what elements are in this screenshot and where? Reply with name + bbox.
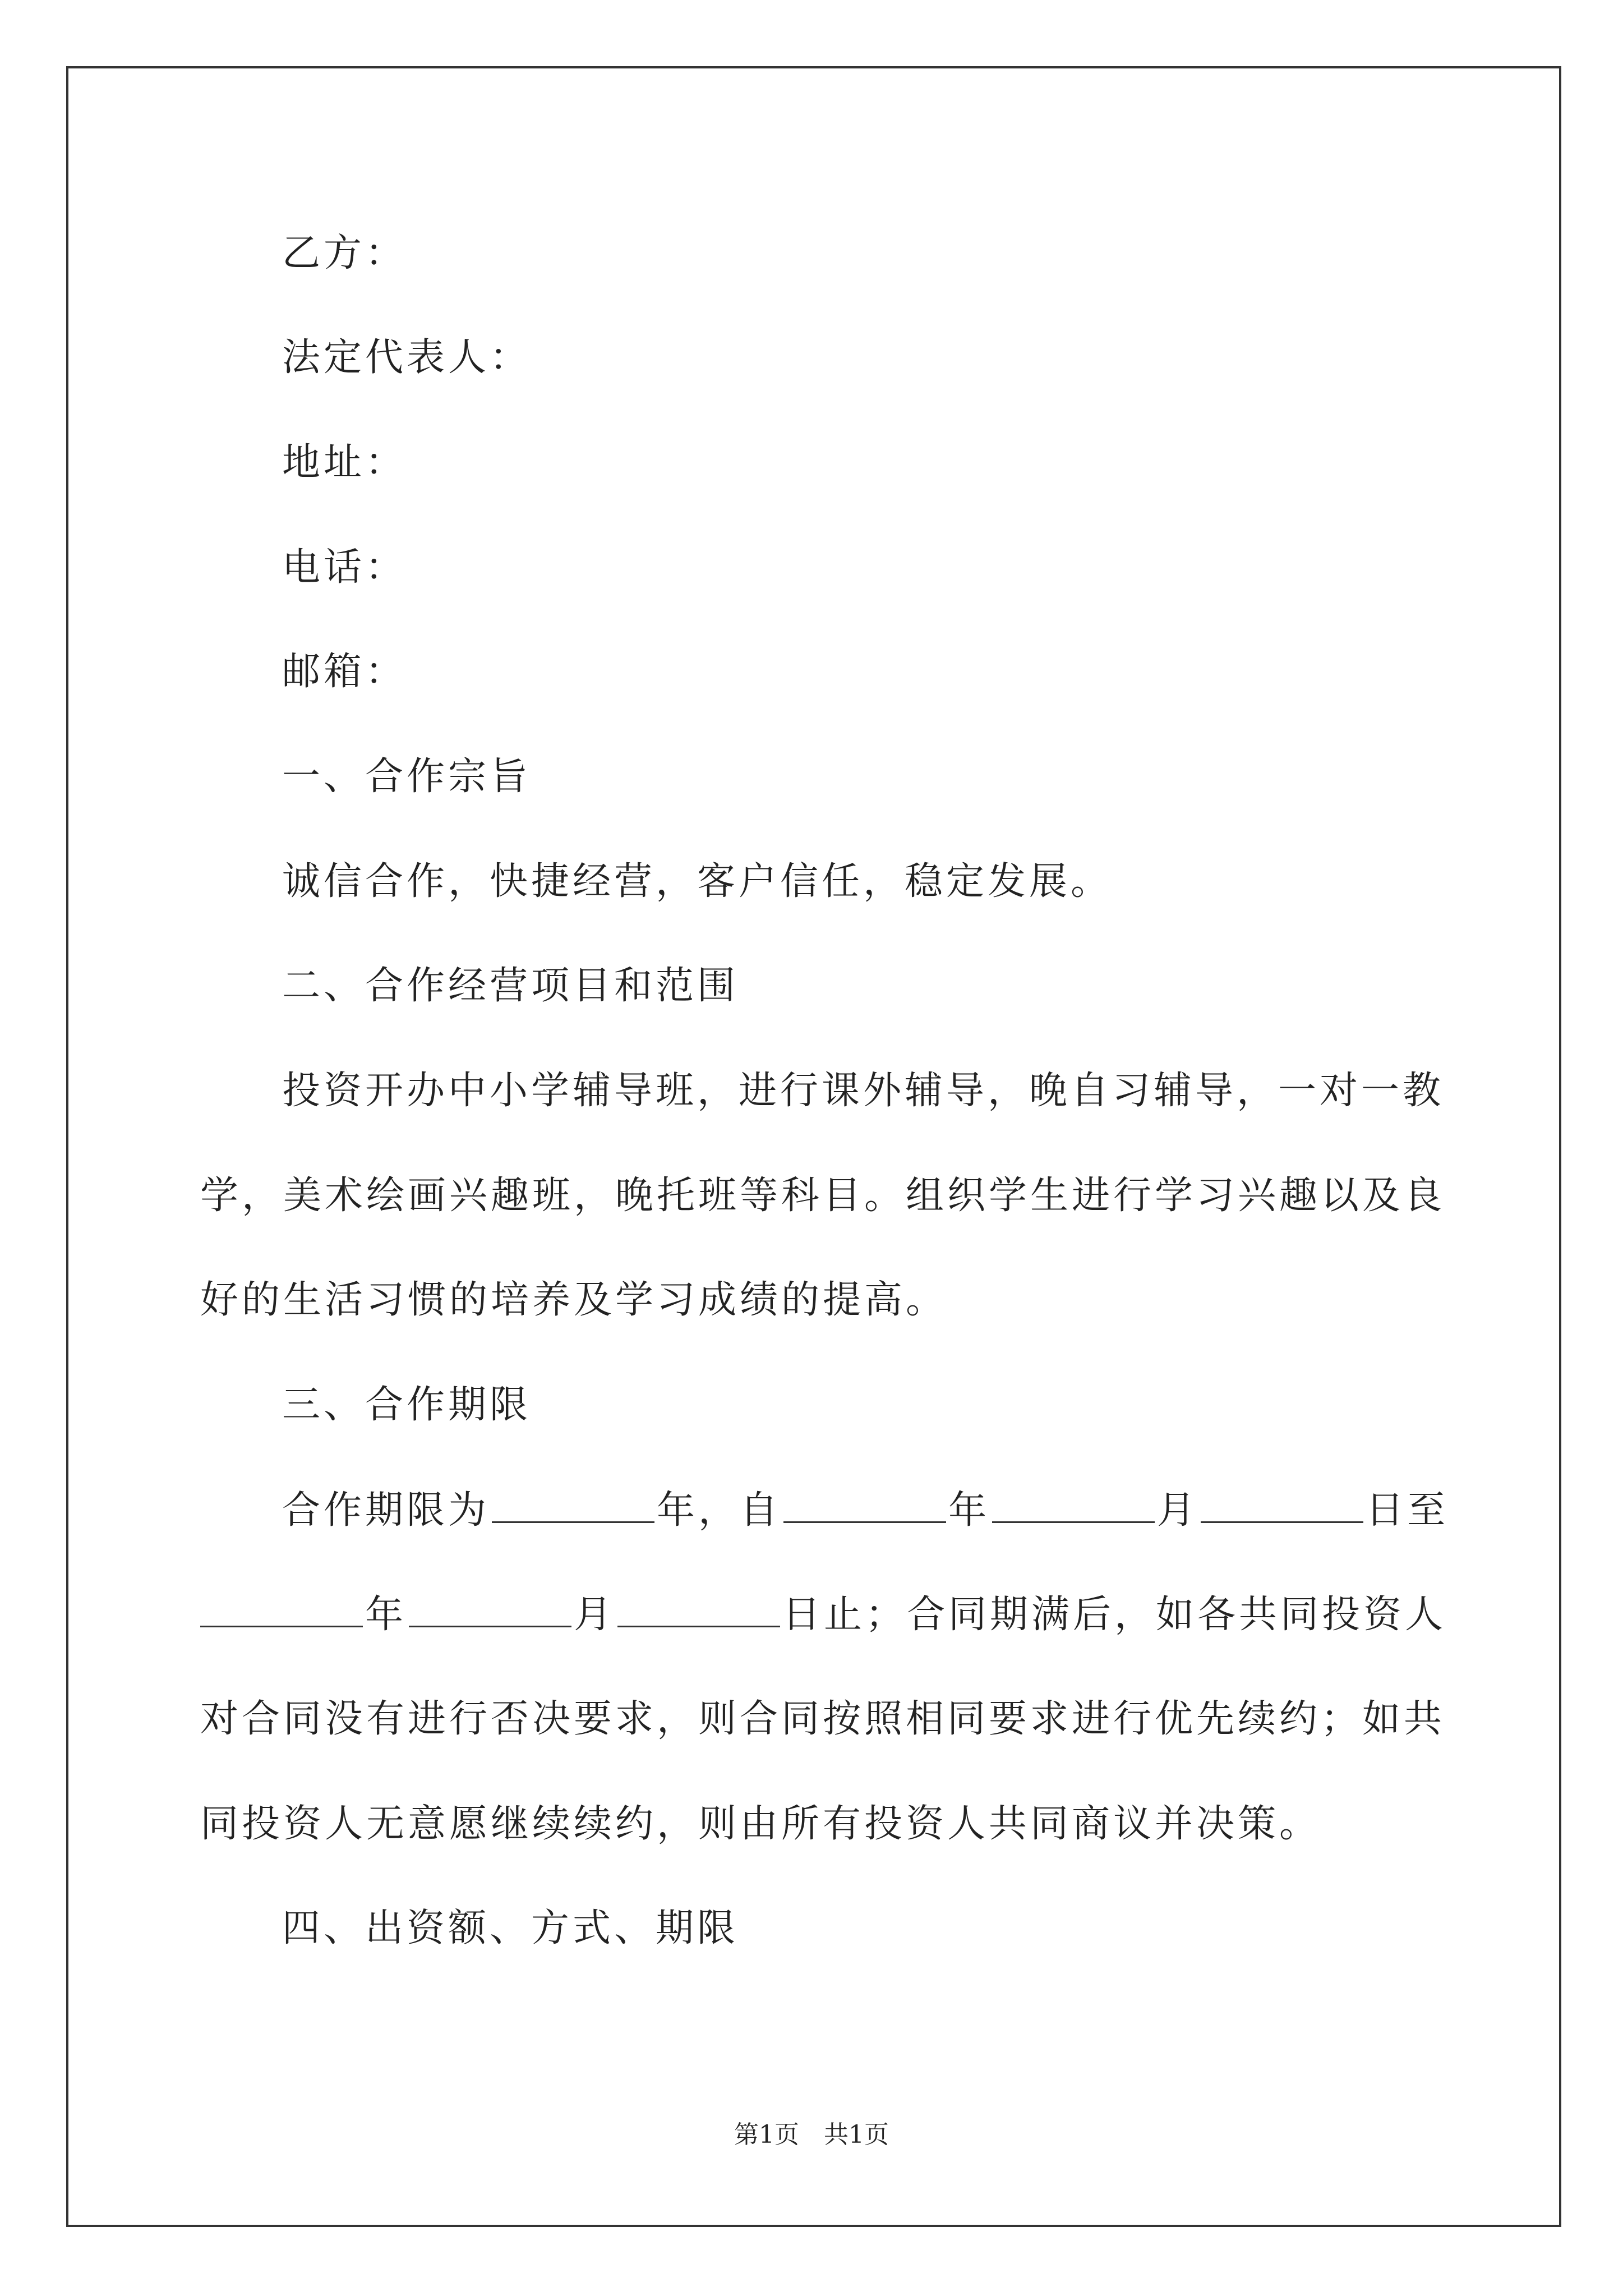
end-year-label: 年 — [365, 1593, 407, 1637]
section-1-body: 诚信合作，快捷经营，客户信任，稳定发展。 — [282, 859, 1113, 904]
section-2-body-line-1: 投资开办中小学辅导班，进行课外辅导，晚自习辅导，一对一教 — [282, 1069, 1445, 1113]
section-2-body-line-3: 好的生活习惯的培养及学习成绩的提高。 — [200, 1278, 948, 1322]
section-2-body-line-2: 学，美术绘画兴趣班，晚托班等科目。组织学生进行学习兴趣以及良 — [200, 1174, 1446, 1218]
page-footer: 第1页 共1页 — [734, 2120, 889, 2149]
start-month-blank[interactable] — [992, 1488, 1155, 1523]
term-years-blank[interactable] — [492, 1488, 654, 1523]
section-1-title: 一、合作宗旨 — [282, 754, 532, 799]
end-day-label: 日止；合同期满后，如各共同投资人 — [782, 1593, 1447, 1637]
day-to-label: 日至 — [1366, 1488, 1449, 1533]
start-day-blank[interactable] — [1201, 1488, 1363, 1523]
section-2-title: 二、合作经营项目和范围 — [282, 964, 739, 1008]
page-border — [66, 66, 1561, 2227]
section-3-title: 三、合作期限 — [282, 1383, 532, 1427]
end-year-blank[interactable] — [200, 1592, 363, 1627]
end-month-blank[interactable] — [409, 1592, 571, 1627]
legal-rep-label: 法定代表人： — [282, 335, 532, 380]
end-day-blank[interactable] — [617, 1592, 780, 1627]
month-label: 月 — [1157, 1488, 1199, 1533]
address-label: 地址： — [282, 440, 407, 485]
party-b-label: 乙方： — [282, 231, 407, 275]
term-label: 合作期限为 — [282, 1488, 490, 1533]
start-year-blank[interactable] — [783, 1488, 946, 1523]
year-label: 年 — [948, 1488, 990, 1533]
section-3-body-line-2 — [200, 1592, 1446, 1637]
section-4-title: 四、出资额、方式、期限 — [282, 1906, 739, 1950]
email-label: 邮箱： — [282, 650, 407, 694]
end-month-label: 月 — [574, 1593, 616, 1637]
phone-label: 电话： — [282, 545, 407, 590]
section-3-body-line-4: 同投资人无意愿继续续约，则由所有投资人共同商议并决策。 — [200, 1802, 1321, 1846]
section-3-body-line-3: 对合同没有进行否决要求，则合同按照相同要求进行优先续约；如共 — [200, 1697, 1446, 1741]
year-from-label: 年，自 — [657, 1488, 782, 1533]
section-3-body-line-1 — [282, 1488, 1449, 1533]
